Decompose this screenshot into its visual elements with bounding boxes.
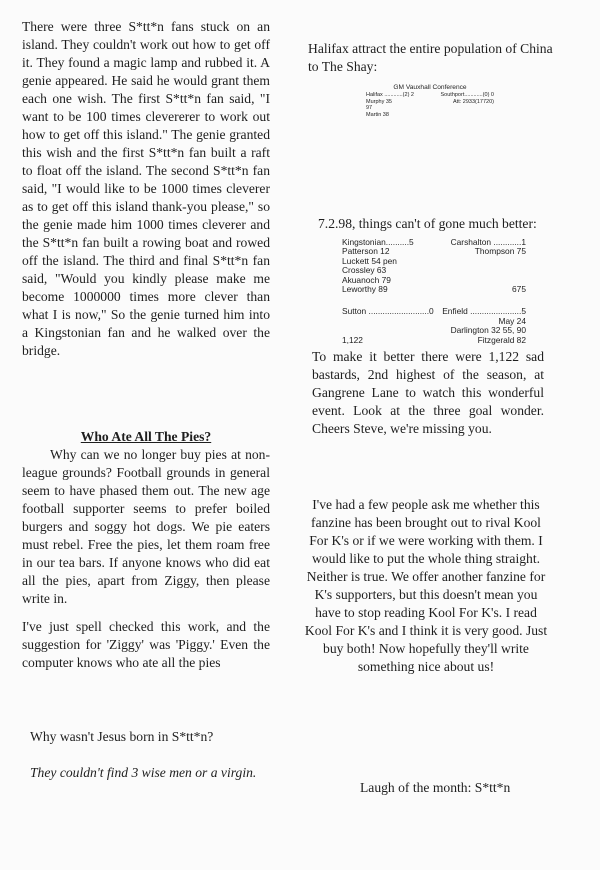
result-away2-scorer-1: May 24 bbox=[498, 315, 526, 326]
spellcheck-paragraph: I've just spell checked this work, and the suggestion for 'Ziggy' was 'Piggy.' Even the computer knows who ate all the pies bbox=[22, 619, 270, 670]
jesus-question: Why wasn't Jesus born in S*tt*n? bbox=[30, 729, 214, 744]
result-attendance-row-1 bbox=[342, 285, 526, 294]
clipping-line3: 97 bbox=[366, 105, 373, 111]
date-line: 7.2.98, things can't of gone much better: bbox=[318, 216, 537, 231]
halifax-clipping bbox=[366, 84, 494, 118]
result-attendance-row-2 bbox=[342, 336, 526, 345]
result-away-1: Carshalton ............1 bbox=[450, 237, 526, 247]
result-scorer-4: Akuanoch 79 bbox=[342, 274, 391, 285]
result-scorer-1: Patterson 12 bbox=[342, 246, 390, 257]
jesus-answer: They couldn't find 3 wise men or a virgin. bbox=[30, 765, 257, 780]
result-scorer-2: Luckett 54 pen bbox=[342, 255, 397, 266]
clipping-away: Southport............(0) 0 bbox=[440, 92, 494, 98]
laugh-of-month: Laugh of the month: S*tt*n bbox=[360, 780, 511, 795]
clipping-scorer: Murphy 35 bbox=[366, 98, 392, 105]
fanzine-paragraph: I've had a few people ask me whether this fanzine has been brought out to rival Kool For K's or if we were working with them. I would like to put the whole thing straight. Neither is true. We offer another fanzine for K's supporters, but this doesn't mean you have to stop reading Kool For K's. I read Kool For K's and I think it is very good. Just buy both! Now hopefully they'll write something nice about us! bbox=[304, 497, 548, 674]
halifax-text: Halifax attract the entire population of China to The Shay: bbox=[308, 41, 553, 74]
result-away2-scorer-3: Fitzgerald 82 bbox=[477, 334, 526, 345]
result-scorer-3: Crossley 63 bbox=[342, 265, 387, 276]
result-scorer-5: Leworthy 89 bbox=[342, 284, 388, 295]
pies-heading: Who Ate All The Pies? bbox=[80, 429, 212, 444]
result-attendance-2: 1,122 bbox=[342, 334, 363, 345]
results-clipping bbox=[342, 238, 526, 345]
result-home-1: Kingstonian..........5 bbox=[342, 237, 414, 247]
clipping-attendance: Att: 2933(17720) bbox=[453, 98, 494, 105]
clipping-home: Halifax ............(2) 2 bbox=[366, 92, 414, 98]
result-away-scorer-1: Thompson 75 bbox=[474, 246, 526, 257]
make-it-better-paragraph: To make it better there were 1,122 sad bastards, 2nd highest of the season, at Gangrene Lane to watch this wonderful event. Look at the three goal wonder. Cheers Steve, we're missing you. bbox=[312, 349, 544, 436]
clipping-line4: Martin 38 bbox=[366, 111, 389, 118]
result-away2-scorer-2: Darlington 32 55, 90 bbox=[450, 325, 526, 336]
clipping-title: GM Vauxhall Conference bbox=[393, 84, 467, 91]
result-home-2: Sutton ..........................0 bbox=[342, 306, 434, 317]
result-away-2: Enfield ......................5 bbox=[442, 306, 526, 317]
result-attendance-1: 675 bbox=[512, 284, 526, 295]
pies-paragraph: Why can we no longer buy pies at non-league grounds? Football grounds in general seem to have phased them out. The new age football supporter seems to prefer boiled burgers and soggy hot dogs. We pie eaters must rebel. Free the pies, let them roam free in our tea bars. If anyone knows who did eat all the pies, apart from Ziggy, then please write in. bbox=[22, 447, 270, 606]
island-joke-paragraph: There were three S*tt*n fans stuck on an island. They couldn't work out how to get off it. They found a magic lamp and rubbed it. A genie appeared. He said he would grant them each one wish. The first S*tt*n fan said, "I want to be 100 times clevererer to work out how to get off this island." The genie granted this wish and the first S*tt*n fan built a raft to float off the island. The second S*tt*n fan said, "I would like to be 1000 times cleverer as to get off this island thank-you please," so the genie made him 1000 times cleverer and the S*tt*n fan built a rowing boat and rowed off the island. The third and final S*tt*n fan said, "Would you kindly please make me become 1000000 times more clever than what I is now," So the genie turned him into a Kingstonian fan and he walked over the bridge. bbox=[22, 19, 270, 358]
